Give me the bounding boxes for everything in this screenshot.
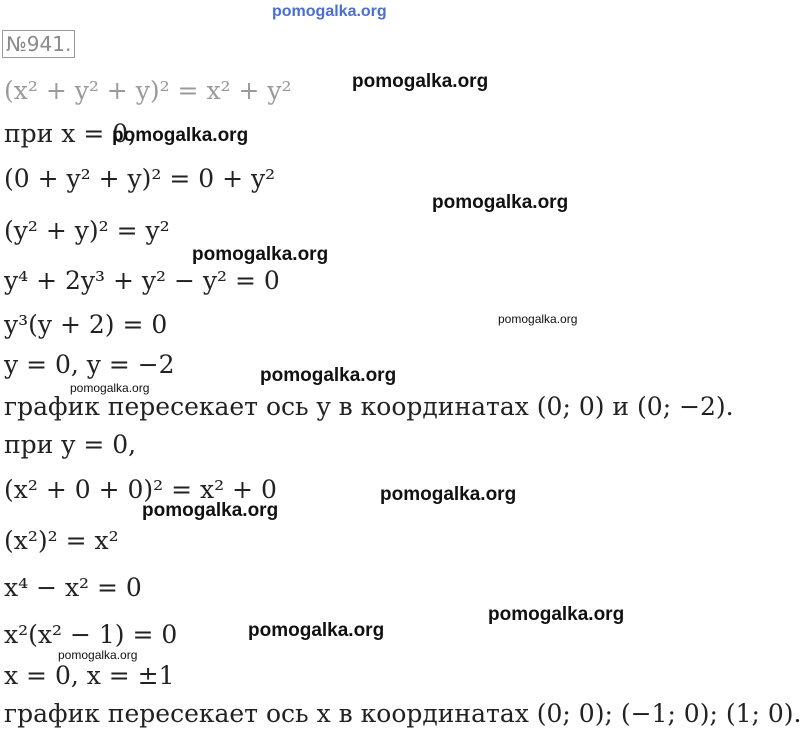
watermark-8: pomogalka.org — [380, 484, 517, 505]
watermark-10: pomogalka.org — [488, 604, 625, 625]
equation-line-10: (x² + 0 + 0)² = x² + 0 — [4, 475, 277, 504]
watermark-4: pomogalka.org — [192, 244, 329, 265]
problem-number-badge: №941. — [2, 30, 75, 58]
equation-line-5: y⁴ + 2y³ + y² − y² = 0 — [4, 266, 280, 295]
watermark-11: pomogalka.org — [248, 620, 385, 641]
equation-line-4: (y² + y)² = y² — [4, 216, 170, 245]
watermark-7: pomogalka.org — [70, 381, 150, 395]
equation-line-14: x = 0, x = ±1 — [4, 661, 175, 690]
text-line-8: график пересекает ось y в координатах (0; 0) и (0; −2). — [4, 392, 734, 421]
watermark-12: pomogalka.org — [58, 648, 138, 662]
equation-line-6: y³(y + 2) = 0 — [4, 310, 168, 339]
watermark-6: pomogalka.org — [260, 365, 397, 386]
equation-line-13: x²(x² − 1) = 0 — [4, 620, 178, 649]
equation-line-7: y = 0, y = −2 — [4, 350, 175, 379]
watermark-2: pomogalka.org — [112, 125, 249, 146]
text-line-2: при x = 0, — [4, 119, 137, 148]
watermark-5: pomogalka.org — [498, 312, 578, 326]
text-line-15: график пересекает ось x в координатах (0; 0); (−1; 0); (1; 0). — [4, 699, 801, 728]
equation-line-1: (x² + y² + y)² = x² + y² — [4, 76, 292, 105]
equation-line-11: (x²)² = x² — [4, 526, 119, 555]
watermark-9: pomogalka.org — [142, 500, 279, 521]
watermark-top: pomogalka.org — [272, 3, 387, 20]
watermark-3: pomogalka.org — [432, 192, 569, 213]
equation-line-3: (0 + y² + y)² = 0 + y² — [4, 164, 276, 193]
equation-line-12: x⁴ − x² = 0 — [4, 573, 142, 602]
watermark-1: pomogalka.org — [352, 71, 489, 92]
text-line-9: при y = 0, — [4, 430, 137, 459]
